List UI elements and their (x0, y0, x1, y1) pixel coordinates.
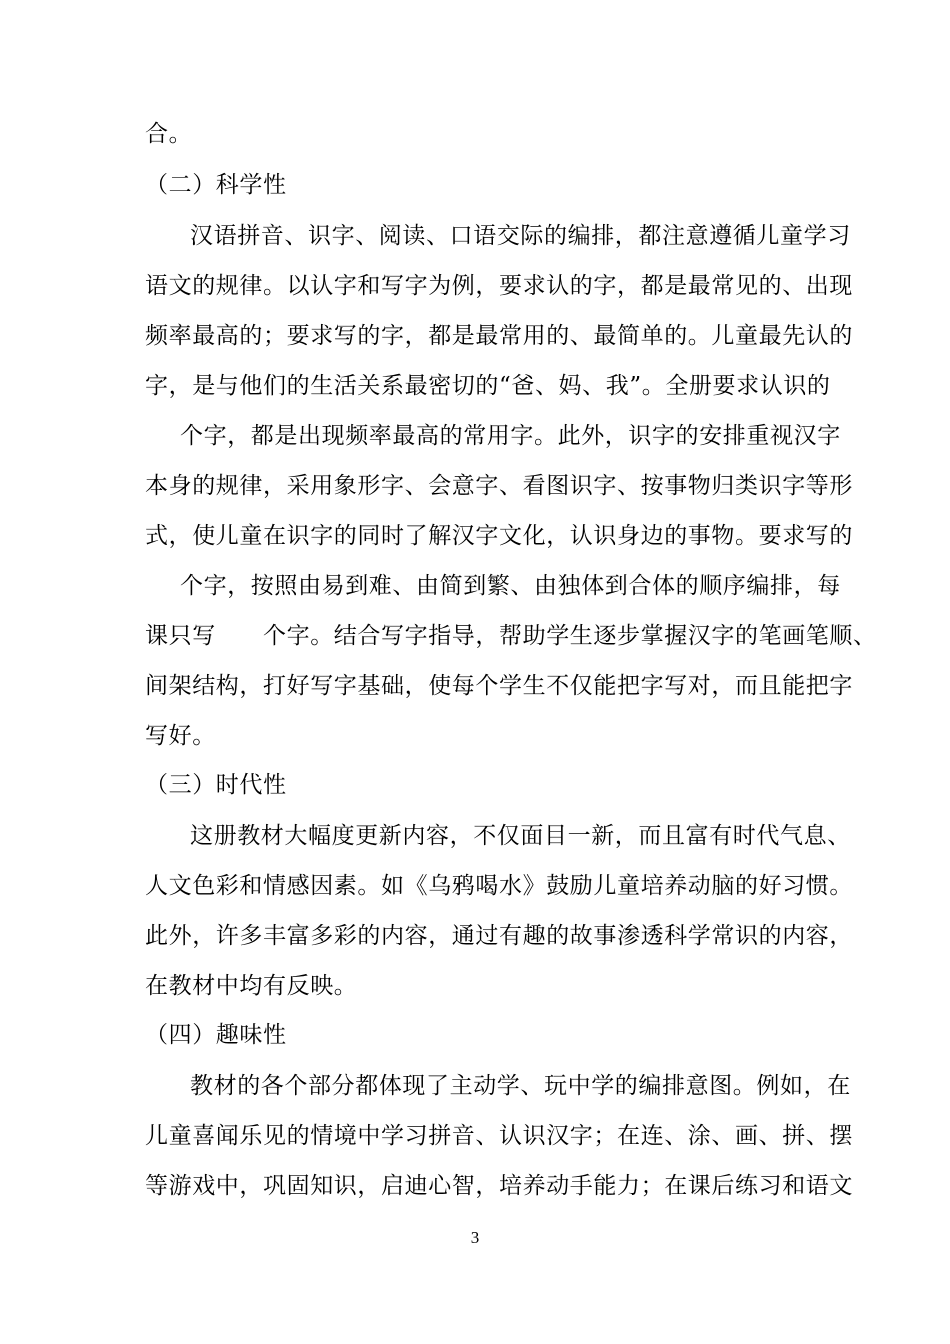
text-line: 本身的规律，采用象形字、会意字、看图识字、按事物归类识字等形 (145, 473, 853, 499)
text-line: 此外，许多丰富多彩的内容，通过有趣的故事渗透科学常识的内容， (145, 923, 853, 949)
text-line: 合。 (145, 121, 193, 147)
text-line: 个字，都是出现频率最高的常用字。此外，识字的安排重视汉字 (180, 423, 841, 449)
text-line: 间架结构，打好写字基础，使每个学生不仅能把字写对，而且能把字 (145, 673, 853, 699)
page-number: 3 (470, 1228, 480, 1247)
section-heading-modern: （三）时代性 (145, 772, 287, 798)
text-line: 频率最高的；要求写的字，都是最常用的、最简单的。儿童最先认的 (145, 323, 853, 349)
text-line: 写好。 (145, 723, 216, 749)
text-line: 在教材中均有反映。 (145, 973, 358, 999)
text-line: 语文的规律。以认字和写字为例，要求认的字，都是最常见的、出现 (145, 273, 853, 299)
section-heading-scientific: （二）科学性 (145, 172, 287, 198)
text-line: 个字，按照由易到难、由简到繁、由独体到合体的顺序编排，每 (180, 573, 841, 599)
text-line: 课只写 个字。结合写字指导，帮助学生逐步掌握汉字的笔画笔顺、 (145, 623, 877, 649)
text-line: 人文色彩和情感因素。如《乌鸦喝水》鼓励儿童培养动脑的好习惯。 (145, 873, 853, 899)
text-line: 教材的各个部分都体现了主动学、玩中学的编排意图。例如，在 (190, 1073, 851, 1099)
text-line: 汉语拼音、识字、阅读、口语交际的编排，都注意遵循儿童学习 (190, 223, 851, 249)
text-line: 这册教材大幅度更新内容，不仅面目一新，而且富有时代气息、 (190, 823, 851, 849)
text-line: 等游戏中，巩固知识，启迪心智，培养动手能力；在课后练习和语文 (145, 1173, 853, 1199)
text-line: 儿童喜闻乐见的情境中学习拼音、认识汉字；在连、涂、画、拼、摆 (145, 1123, 853, 1149)
section-heading-interest: （四）趣味性 (145, 1022, 287, 1048)
text-line: 字，是与他们的生活关系最密切的“爸、妈、我”。全册要求认识的 (145, 373, 831, 399)
text-line: 式，使儿童在识字的同时了解汉字文化，认识身边的事物。要求写的 (145, 523, 853, 549)
